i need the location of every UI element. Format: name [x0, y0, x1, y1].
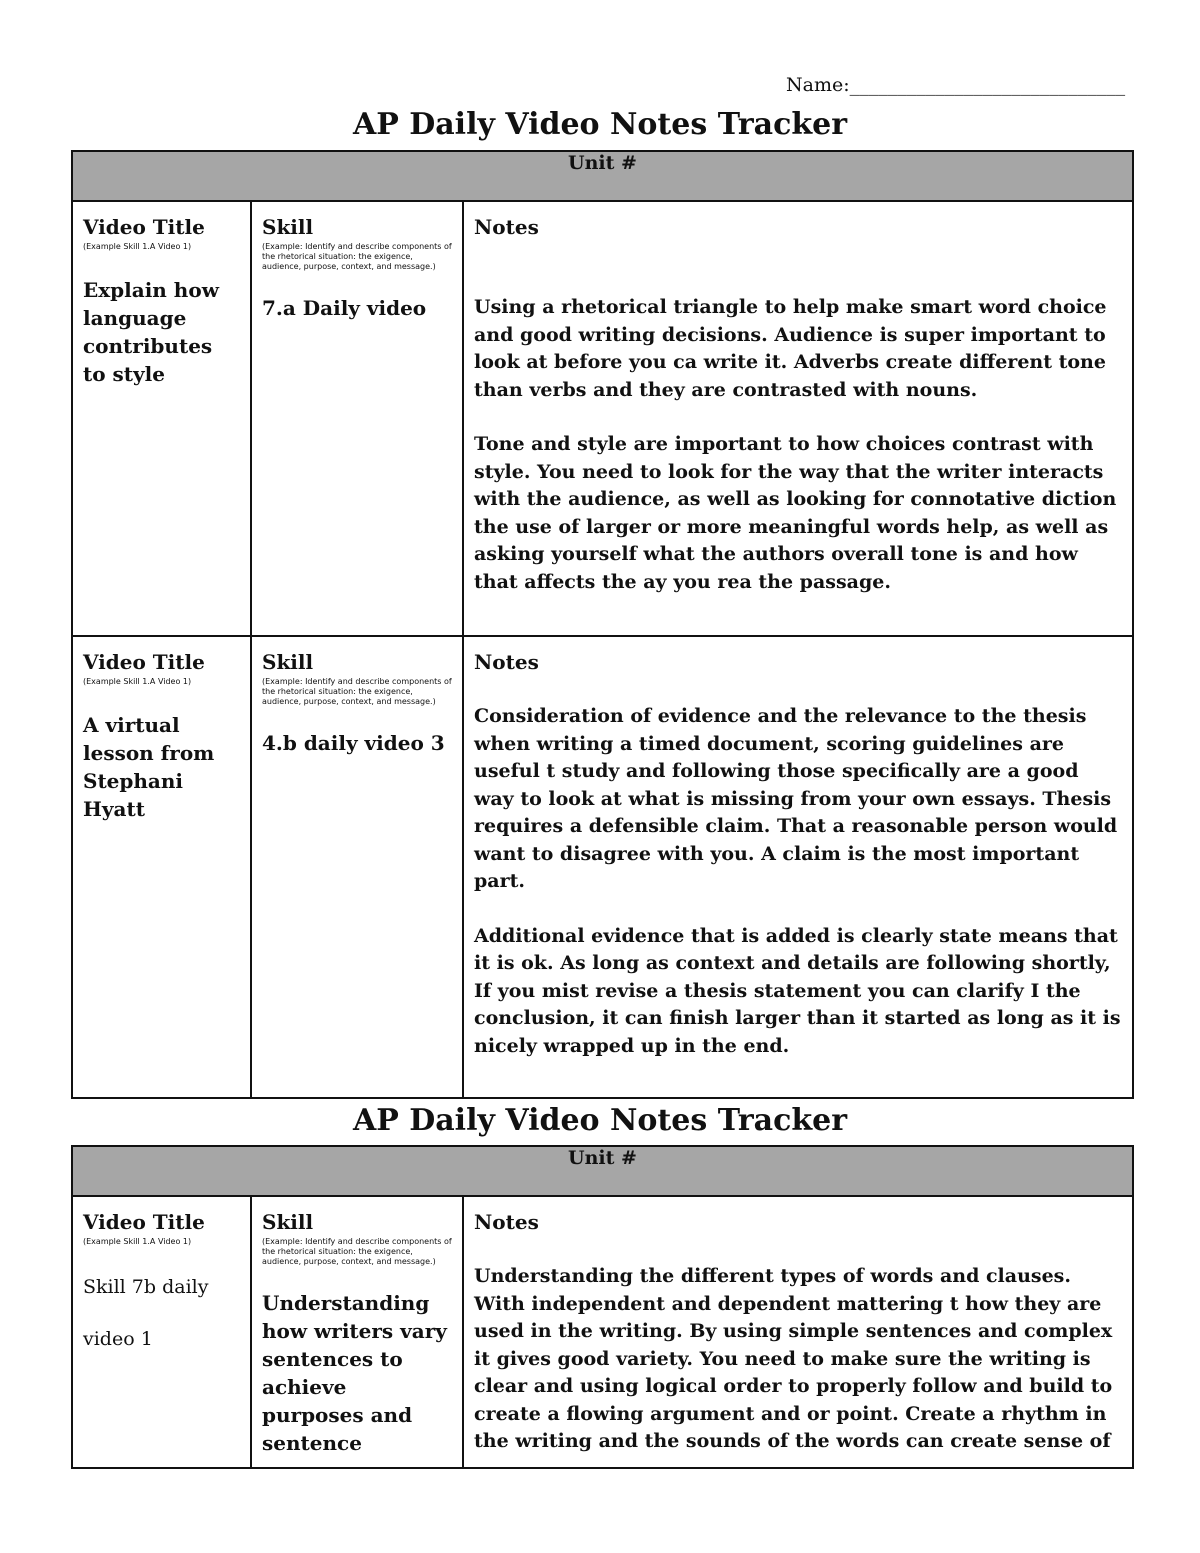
table-row — [72, 1196, 1133, 1468]
unit-header: Unit # — [72, 151, 1133, 201]
skill-label: Skill — [262, 650, 314, 674]
notes-tracker-table-2 — [71, 1145, 1134, 1469]
notes-cell — [463, 636, 1133, 1098]
notes-paragraph: Understanding the different types of words and clauses. With independent and dependent mattering t how they are used in the writing. By using simple sentences and complex it gives good variety. You need to make sure the writing is clear and using logical order to properly follow and build to create a flowing argument and or point. Create a rhythm in the writing and the sounds of the words can create sense of — [474, 1265, 1113, 1452]
notes-cell — [463, 201, 1133, 636]
skill-label: Skill — [262, 215, 314, 239]
notes-paragraph: Using a rhetorical triangle to help make smart word choice and good writing decisions. Audience is super important to look at before you ca write it. Adverbs create different tone than verbs and they are contrasted with nouns. — [474, 296, 1107, 401]
video-title-example: (Example Skill 1.A Video 1) — [83, 242, 192, 251]
notes-label: Notes — [474, 215, 539, 239]
video-title-value-line: Skill 7b daily — [83, 1276, 209, 1298]
name-field-label: Name:_____________________________ — [786, 74, 1126, 96]
notes-paragraph: Consideration of evidence and the relevance to the thesis when writing a timed document, scoring guidelines are useful t study and following those specifically are a good way to look at what is missing from your own essays. Thesis requires a defensible claim. That a reasonable person would want to disagree with you. A claim is the most important part. — [474, 705, 1118, 892]
skill-example: (Example: Identify and describe components of the rhetorical situation: the exigence, audience, purpose, context, and message.) — [262, 677, 452, 706]
notes-label: Notes — [474, 650, 539, 674]
notes-paragraph: Tone and style are important to how choices contrast with style. You need to look for the way that the writer interacts with the audience, as well as looking for connotative diction the use of larger or more meaningful words help, as well as asking yourself what the authors overall tone is and how that affects the ay you rea the passage. — [474, 433, 1117, 593]
skill-label: Skill — [262, 1210, 314, 1234]
video-title-label: Video Title — [83, 1210, 205, 1234]
notes-label: Notes — [474, 1210, 539, 1234]
video-title-label: Video Title — [83, 650, 205, 674]
skill-value: 7.a Daily video — [262, 296, 427, 320]
page-title: AP Daily Video Notes Tracker — [352, 107, 848, 142]
skill-example: (Example: Identify and describe components of the rhetorical situation: the exigence, audience, purpose, context, and message.) — [262, 1237, 452, 1266]
notes-cell — [463, 1196, 1133, 1468]
skill-value: Understanding how writers vary sentences to achieve purposes and sentence — [262, 1291, 447, 1455]
notes-paragraph: Additional evidence that is added is clearly state means that it is ok. As long as context and details are following shortly, If you mist revise a thesis statement you can clarify I the conclusion, it can finish larger than it started as long as it is nicely wrapped up in the end. — [474, 924, 1121, 1057]
table-row — [72, 636, 1133, 1098]
video-title-label: Video Title — [83, 215, 205, 239]
video-title-cell — [72, 636, 251, 1098]
skill-value: 4.b daily video 3 — [262, 731, 445, 755]
skill-cell — [251, 201, 463, 636]
video-title-example: (Example Skill 1.A Video 1) — [83, 677, 192, 686]
unit-header: Unit # — [72, 1146, 1133, 1196]
video-title-value: A virtual lesson from Stephani Hyatt — [83, 713, 215, 821]
video-title-example: (Example Skill 1.A Video 1) — [83, 1237, 192, 1246]
skill-cell — [251, 1196, 463, 1468]
video-title-cell — [72, 1196, 251, 1468]
page-title: AP Daily Video Notes Tracker — [352, 1103, 848, 1138]
skill-cell — [251, 636, 463, 1098]
video-title-value-line: video 1 — [83, 1328, 153, 1350]
skill-example: (Example: Identify and describe components of the rhetorical situation: the exigence, audience, purpose, context, and message.) — [262, 242, 452, 271]
video-title-cell — [72, 201, 251, 636]
table-row — [72, 201, 1133, 636]
video-title-value: Explain how language contributes to style — [83, 278, 219, 386]
notes-tracker-table-1 — [71, 150, 1134, 1099]
